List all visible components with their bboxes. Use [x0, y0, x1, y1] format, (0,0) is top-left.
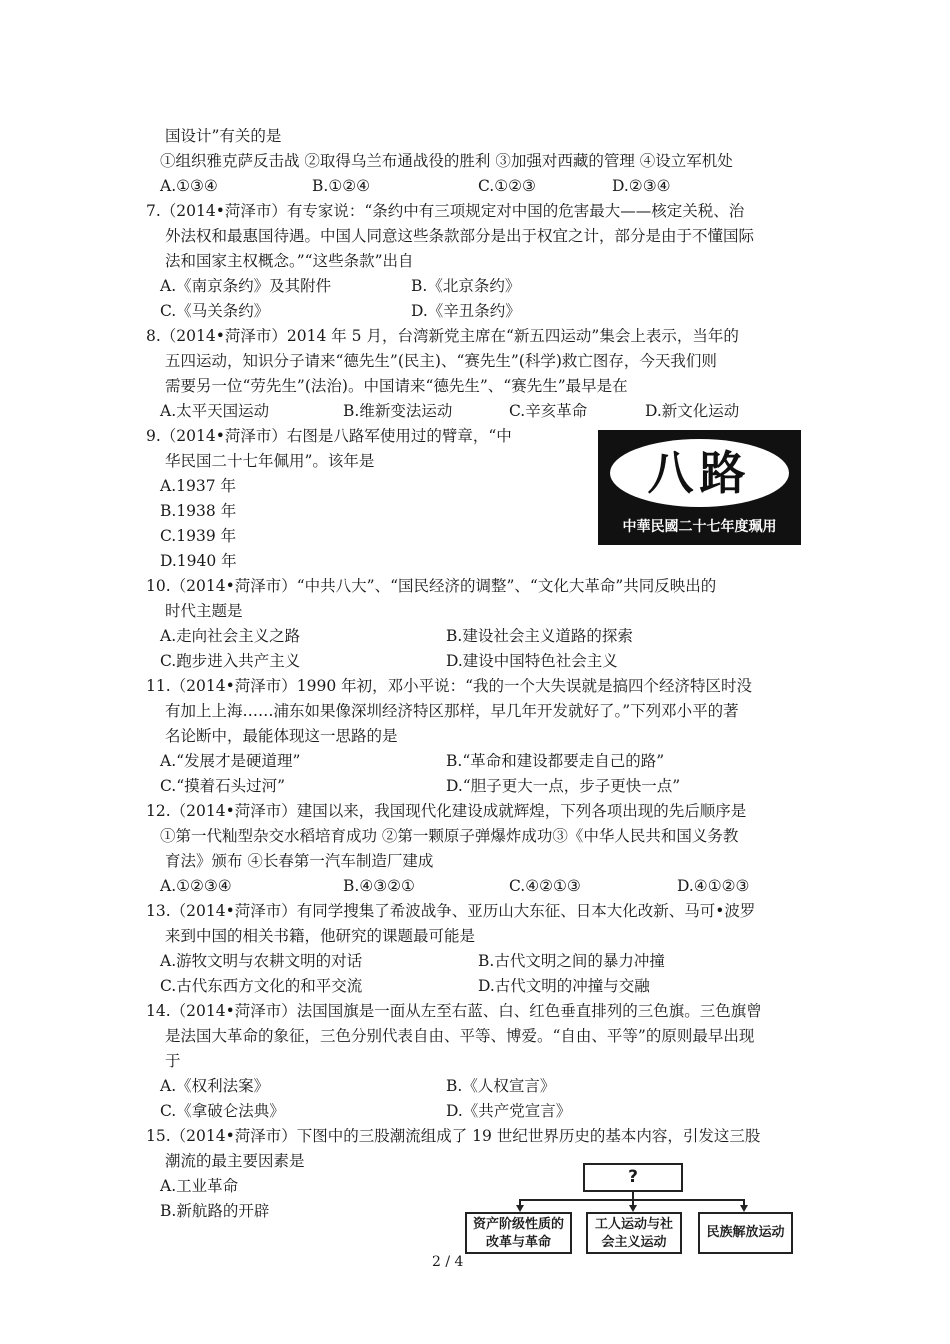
q14-stem-line3: 于	[165, 1052, 181, 1070]
q11-stem-line1: 11.（2014•菏泽市）1990 年初，邓小平说：“我的一个大失误就是搞四个经济特区时没	[146, 677, 753, 695]
q15-option-a: A.工业革命	[160, 1177, 239, 1195]
q8-stem-line2: 五四运动，知识分子请来“德先生”(民主)、“赛先生”(科学)救亡图存，今天我们则	[165, 352, 717, 370]
q12-option-d: D.④①②③	[677, 877, 750, 895]
q13-stem-line2: 来到中国的相关书籍，他研究的课题最可能是	[165, 927, 476, 945]
q10-option-b: B.建设社会主义道路的探索	[446, 627, 633, 645]
diagram-top-box: ?	[583, 1163, 683, 1192]
q14-option-d: D.《共产党宣言》	[446, 1102, 572, 1120]
diagram-box-bourgeois-reform: 资产阶级性质的改革与革命	[465, 1212, 572, 1254]
q12-stem-line3: 育法》颁布 ④长春第一汽车制造厂建成	[165, 852, 434, 870]
q14-option-c: C.《拿破仑法典》	[160, 1102, 285, 1120]
q11-stem-line3: 名论断中，最能体现这一思路的是	[165, 727, 398, 745]
q10-option-a: A.走向社会主义之路	[160, 627, 301, 645]
q13-option-c: C.古代东西方文化的和平交流	[160, 977, 363, 995]
armband-oval: 八路	[610, 439, 789, 507]
q9-stem-line1: 9.（2014•菏泽市）右图是八路军使用过的臂章，“中	[146, 427, 512, 445]
q10-stem-line1: 10.（2014•菏泽市）“中共八大”、“国民经济的调整”、“文化大革命”共同反映出的	[146, 577, 717, 595]
q8-option-a: A.太平天国运动	[160, 402, 270, 420]
q7-option-b: B.《北京条约》	[411, 277, 521, 295]
q10-stem-line2: 时代主题是	[165, 602, 243, 620]
q12-option-b: B.④③②①	[343, 877, 415, 895]
q11-option-a: A.“发展才是硬道理”	[160, 752, 301, 770]
q11-stem-line2: 有加上上海……浦东如果像深圳经济特区那样，早几年开发就好了。”下列邓小平的著	[165, 702, 739, 720]
q9-option-a: A.1937 年	[160, 477, 236, 495]
q8-stem-line1: 8.（2014•菏泽市）2014 年 5 月，台湾新党主席在“新五四运动”集会上表示，当年的	[146, 327, 739, 345]
q13-option-a: A.游牧文明与农耕文明的对话	[160, 952, 363, 970]
q13-option-b: B.古代文明之间的暴力冲撞	[478, 952, 665, 970]
q8-stem-line3: 需要另一位“劳先生”(法治)。中国请来“德先生”、“赛先生”最早是在	[165, 377, 628, 395]
q10-option-d: D.建设中国特色社会主义	[446, 652, 618, 670]
q6-items: ①组织雅克萨反击战 ②取得乌兰布通战役的胜利 ③加强对西藏的管理 ④设立军机处	[160, 152, 733, 170]
diagram-arrow-middle	[629, 1205, 637, 1212]
q11-option-d: D.“胆子更大一点，步子更快一点”	[446, 777, 681, 795]
q7-stem-line2: 外法权和最惠国待遇。中国人同意这些条款部分是出于权宜之计，部分是由于不懂国际	[165, 227, 755, 245]
armband-image	[598, 430, 801, 545]
q13-option-d: D.古代文明的冲撞与交融	[478, 977, 650, 995]
q14-option-a: A.《权利法案》	[160, 1077, 270, 1095]
q10-option-c: C.跑步进入共产主义	[160, 652, 301, 670]
q8-option-c: C.辛亥革命	[509, 402, 588, 420]
q14-option-b: B.《人权宣言》	[446, 1077, 556, 1095]
q7-stem-line1: 7.（2014•菏泽市）有专家说：“条约中有三项规定对中国的危害最大——核定关税、治	[146, 202, 745, 220]
q6-option-b: B.①②④	[312, 177, 371, 195]
q14-stem-line1: 14.（2014•菏泽市）法国国旗是一面从左至右蓝、白、红色垂直排列的三色旗。三色旗曾	[146, 1002, 762, 1020]
q14-stem-line2: 是法国大革命的象征，三色分别代表自由、平等、博爱。“自由、平等”的原则最早出现	[165, 1027, 755, 1045]
q13-stem-line1: 13.（2014•菏泽市）有同学搜集了希波战争、亚历山大东征、日本大化改新、马可•波罗	[146, 902, 756, 920]
q8-option-b: B.维新变法运动	[343, 402, 453, 420]
q6-stem-continued: 国设计”有关的是	[165, 127, 282, 145]
q6-option-a: A.①③④	[160, 177, 218, 195]
q9-stem-line2: 华民国二十七年佩用”。该年是	[165, 452, 375, 470]
q12-stem-line1: 12.（2014•菏泽市）建国以来，我国现代化建设成就辉煌，下列各项出现的先后顺序是	[146, 802, 747, 820]
armband-inscription: 中華民國二十七年度珮用	[622, 519, 777, 535]
q6-option-c: C.①②③	[478, 177, 536, 195]
q15-stem-line2: 潮流的最主要因素是	[165, 1152, 305, 1170]
q9-option-d: D.1940 年	[160, 552, 237, 570]
q12-option-c: C.④②①③	[509, 877, 581, 895]
q9-option-c: C.1939 年	[160, 527, 237, 545]
q8-option-d: D.新文化运动	[645, 402, 740, 420]
q9-option-b: B.1938 年	[160, 502, 237, 520]
q12-option-a: A.①②③④	[160, 877, 232, 895]
q11-option-c: C.“摸着石头过河”	[160, 777, 286, 795]
q7-option-a: A.《南京条约》及其附件	[160, 277, 332, 295]
diagram-box-national-liberation: 民族解放运动	[698, 1212, 793, 1254]
q7-stem-line3: 法和国家主权概念。”“这些条款”出自	[165, 252, 414, 270]
q7-option-d: D.《辛丑条约》	[411, 302, 521, 320]
q7-option-c: C.《马关条约》	[160, 302, 270, 320]
q15-option-b: B.新航路的开辟	[160, 1202, 270, 1220]
q11-option-b: B.“革命和建设都要走自己的路”	[446, 752, 665, 770]
q6-option-d: D.②③④	[612, 177, 671, 195]
page-number: 2 / 4	[432, 1254, 464, 1270]
q15-stem-line1: 15.（2014•菏泽市）下图中的三股潮流组成了 19 世纪世界历史的基本内容，引发这三股	[146, 1127, 761, 1145]
diagram-box-workers-movement: 工人运动与社会主义运动	[586, 1212, 682, 1254]
q12-stem-line2: ①第一代籼型杂交水稻培育成功 ②第一颗原子弹爆炸成功③《中华人民共和国义务教	[160, 827, 739, 845]
diagram-arrow-right	[740, 1205, 748, 1212]
diagram-arrow-left	[516, 1205, 524, 1212]
